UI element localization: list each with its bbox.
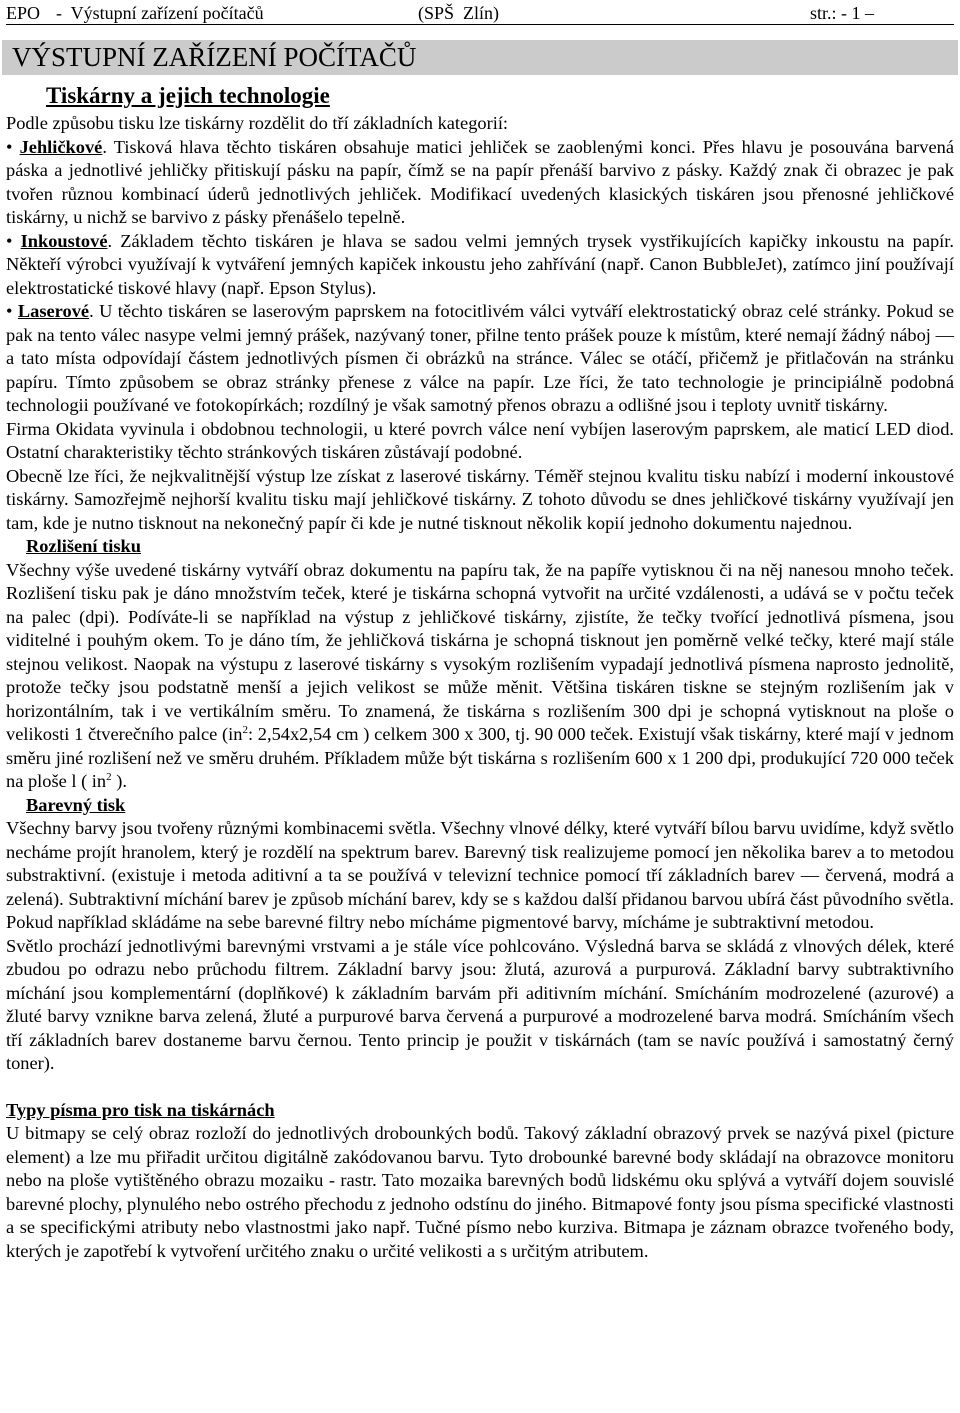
- resolution-text-before: Všechny výše uvedené tiskárny vytváří obraz dokumentu na papíru tak, že na papíře vytisknou či na něj nanesou mnoho teček. Rozlišení tisku pak je dáno množstvím teček, které je tiskárna schopná vytvořit na určité vzdálenosti, a udává se v počtu teček na palec (dpi). Podíváte-li se například na výstup z jehličkové tiskárny, zjistíte, že tečky tvořící jednotlivá písmena, jsou viditelné i pouhým okem. To je dáno tím, že jehličková tiskárna je schopná tisknout jen poměrně velké tečky, které mají stále stejnou velikost. Naopak na výstupu z laserové tiskárny s vysokým rozlišením vypadají jednotlivá písmena naprosto jednolitě, protože tečky jsou podstatně menší a jejich velikost se může měnit. Většina tiskáren tiskne se stejným rozlišením jak v horizontálním, tak i ve vertikálním směru. To znamená, že tiskárna s rozlišením 300 dpi je schopná vytisknout na ploše o velikosti 1 čtverečního palce (in: [6, 559, 954, 744]
- header-page-number: str.: - 1 –: [810, 3, 875, 23]
- dot-matrix-text: . Tisková hlava těchto tiskáren obsahuje matici jehliček se zaoblenými konci. Přes hlavu je posouvána barvená páska a jednotlivé jehličky přitiskují pásku na papír, čímž se na papír přenáší barvivo z pásky. Každý znak či obrazec je pak tvořen různou kombinací úderů jednotlivých jehliček. Modifikací uvedených klasických tiskáren jsou přenosné jehličkové tiskárny, u nichž se barvivo z pásky přenášelo tepelně.: [6, 136, 954, 227]
- inkjet-text: . Základem těchto tiskáren je hlava se sadou velmi jemných trysek vystřikujících kapičky inkoustu na papír. Někteří výrobci využívají k vytváření jemných kapiček inkoustu jeho zahřívání (např. Canon BubbleJet), zatímco jiní používají elektrostatické tiskové hlavy (např. Epson Stylus).: [6, 230, 954, 298]
- laser-text: . U těchto tiskáren se laserovým paprskem na fotocitlivém válci vytváří elektrostatický obraz celé stránky. Pokud se pak na tento válec nasype velmi jemný prášek, nazývaný toner, přilne tento prášek pouze k místům, které nemají žádný náboj — a tato místa odpovídají částem jednotlivých písmen či obrázků na stránce. Válec se otáčí, přičemž je přitlačován na stránku papíru. Tímto způsobem se obraz stránky přenese z válce na papír. Lze říci, že tato technologie je principiálně podobná technologii používané ve fotokopírkách; rozdílný je však samotný přenos obrazu a odlišné jsou i teploty uvnitř tiskárny.: [6, 301, 954, 415]
- color-title: Barevný tisk: [26, 794, 126, 815]
- superscript: 2: [106, 770, 112, 783]
- resolution-paragraph: [6, 559, 954, 794]
- inkjet-term: Inkoustové: [20, 230, 108, 251]
- summary-paragraph: Obecně lze říci, že nejkvalitnější výstup lze získat z laserové tiskárny. Téměř stejnou kvalitu tisku nabízí i moderní inkoustové tiskárny. Samozřejmě nejhorší kvalitu tisku mají jehličkové tiskárny. Z tohoto důvodu se dnes jehličkové tiskárny využívají jen tam, kde je nutno tisknout na nekonečný papír či kde je nutné tisknout několik kopií jednoho dokumentu najednou.: [6, 465, 954, 533]
- header-title: - Výstupní zařízení počítačů: [56, 3, 264, 23]
- header-code: EPO: [6, 3, 41, 23]
- fonts-paragraph: U bitmapy se celý obraz rozloží do jednotlivých drobounkých bodů. Takový základní obrazový prvek se nazývá pixel (picture element) a lze mu přiřadit určitou digitálně zakódovanou barvu. Tyto drobounké barevné body skládají na obrazovce monitoru nebo na ploše vytištěného obrazu mozaiku - rastr. Tato mozaika barevných bodů lidskému oku splývá a vytváří dojem souvislé barevné plochy, plynulého nebo ostrého přechodu z jednoho odstínu do jiného. Bitmapové fonty jsou písma specifické vlastnosti a se specifickými atributy nebo vlastnostmi jako např. Tučné písmo nebo kurziva. Bitmapa je záznam obrazce tvořeného body, kterých je zapotřebí k vytvoření určitého znaku o určité velikosti a s určitým atributem.: [6, 1123, 954, 1261]
- spacer: [6, 1076, 954, 1099]
- okidata-paragraph: Firma Okidata vyvinula i obdobnou technologii, u které povrch válce není vybíjen laserovým paprskem, ale maticí LED diod. Ostatní charakteristiky těchto stránkových tiskáren zůstávají podobné.: [6, 418, 954, 462]
- color-paragraph-1: Všechny barvy jsou tvořeny různými kombinacemi světla. Všechny vlnové délky, které vytváří bílou barvu uvidíme, když světlo necháme projít hranolem, který je rozdělí na spektrum barev. Barevný tisk realizujeme pomocí jen několika barev a to metodou substraktivní. (existuje i metoda aditivní a ta se používá v televizní technice pomocí tří základních barev — červená, modrá a zelená). Subtraktivní míchání barev je způsob míchání barev, kdy se s každou další přidanou barvou ubírá část původního světla. Pokud například skládáme na sebe barevné filtry nebo mícháme pigmentové barvy, mícháme je subtraktivní metodou.: [6, 818, 954, 932]
- page-header: [6, 2, 954, 25]
- resolution-title: Rozlišení tisku: [26, 536, 141, 556]
- fonts-heading: [6, 1099, 954, 1123]
- document-body: [6, 112, 954, 1263]
- color-heading: [6, 794, 954, 818]
- dot-matrix-paragraph: [6, 136, 954, 230]
- bullet-icon: •: [6, 136, 13, 157]
- resolution-text-middle: : 2,54x2,54 cm ) celkem 300 x 300, tj. 90 000 teček. Existují však tiskárny, které mají v jednom směru jiné rozlišení než ve směru druhém. Příkladem může být tiskárna s rozlišením 600 x 1 200 dpi, produkující 720 000 teček na ploše l ( in: [6, 724, 954, 791]
- laser-term: Laserové: [17, 301, 90, 321]
- bullet-icon: •: [6, 301, 13, 321]
- laser-paragraph: [6, 300, 954, 418]
- resolution-heading: [6, 535, 954, 559]
- dot-matrix-term: Jehličkové: [19, 136, 103, 157]
- document-subtitle: Tiskárny a jejich technologie: [46, 83, 330, 108]
- resolution-text-after: ).: [111, 771, 127, 791]
- intro-paragraph: Podle způsobu tisku lze tiskárny rozdělit do tří základních kategorií:: [6, 113, 509, 133]
- superscript: 2: [242, 723, 248, 736]
- document-title: VÝSTUPNÍ ZAŘÍZENÍ POČÍTAČŮ: [2, 40, 958, 75]
- inkjet-paragraph: [6, 230, 954, 301]
- color-paragraph-2: Světlo prochází jednotlivými barevnými vrstvami a je stále více pohlcováno. Výsledná barva se skládá z vlnových délek, které zbudou po odrazu nebo průchodu filtrem. Základní barvy jsou: žlutá, azurová a purpurová. Základní barvy subtraktivního míchání jsou komplementární (doplňkové) k základním barvám při aditivním míchání. Smícháním modrozelené (azurové) a žluté barvy vznikne barva zelená, žluté a purpurové barva červená a purpurové a modrozelené barva modrá. Smícháním všech tří základních barev dostaneme barvu černou. Tento princip je použit v tiskárnách (tam se navíc používá i samostatný černý toner).: [6, 935, 954, 1073]
- bullet-icon: •: [6, 230, 13, 251]
- header-school: (SPŠ Zlín): [418, 3, 500, 23]
- fonts-title: Typy písma pro tisk na tiskárnách: [6, 1099, 275, 1120]
